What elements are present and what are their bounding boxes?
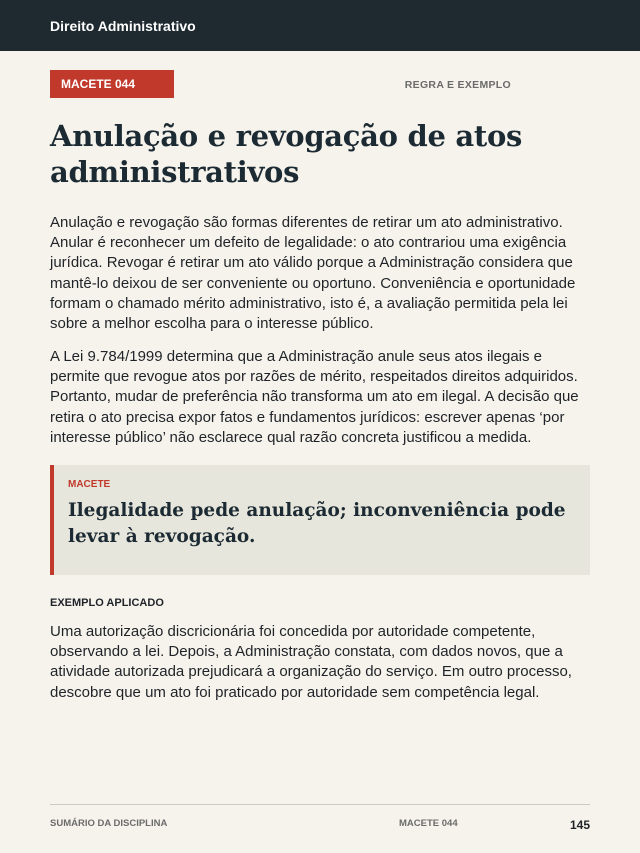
subject-title: Direito Administrativo xyxy=(50,18,196,34)
example-heading: EXEMPLO APLICADO xyxy=(50,597,164,609)
page-title: Anulação e revogação de atos administrativos xyxy=(50,119,523,189)
page-number: 145 xyxy=(569,818,590,832)
footer-macete-label: MACETE 044 xyxy=(399,818,458,829)
callout-text: Ilegalidade pede anulação; inconveniência pode levar à revogação. xyxy=(68,500,566,547)
intro-paragraph: Anulação e revogação são formas diferentes de retirar um ato administrativo. Anular é reconhecer um defeito de legalidade: o ato contrariou uma exigência jurídica. Revogar é retirar um ato válido porque a Administração considera que mantê-lo deixou de ser conveniente ou oportuno. Conveniência e oportunidade formam o chamado mérito administrativo, isto é, a avaliação permitida pela lei sobre a melhor escolha para o interesse público. xyxy=(50,214,576,333)
law-paragraph: A Lei 9.784/1999 determina que a Administração anule seus atos ilegais e permite que revogue atos por razões de mérito, respeitados direitos adquiridos. Portanto, mudar de preferência não transforma um ato em ilegal. A decisão que retira o ato precisa expor fatos e fundamentos jurídicos: escrever apenas ‘por interesse público’ não esclarece qual razão concreta justificou a medida. xyxy=(50,348,579,446)
callout-label: MACETE xyxy=(68,479,111,490)
content-type-label: REGRA E EXEMPLO xyxy=(404,79,511,91)
macete-callout xyxy=(50,465,590,575)
footer-summary-link[interactable]: SUMÁRIO DA DISCIPLINA xyxy=(50,818,168,829)
footer-divider xyxy=(50,804,590,805)
top-bar xyxy=(0,0,640,51)
macete-tag: MACETE 044 xyxy=(50,70,174,98)
example-paragraph: Uma autorização discricionária foi concedida por autoridade competente, observando a lei. Depois, a Administração constata, com dados novos, que a atividade autorizada prejudicará a organização do serviço. Em outro processo, descobre que um ato foi praticado por autoridade sem competência legal. xyxy=(50,623,572,701)
